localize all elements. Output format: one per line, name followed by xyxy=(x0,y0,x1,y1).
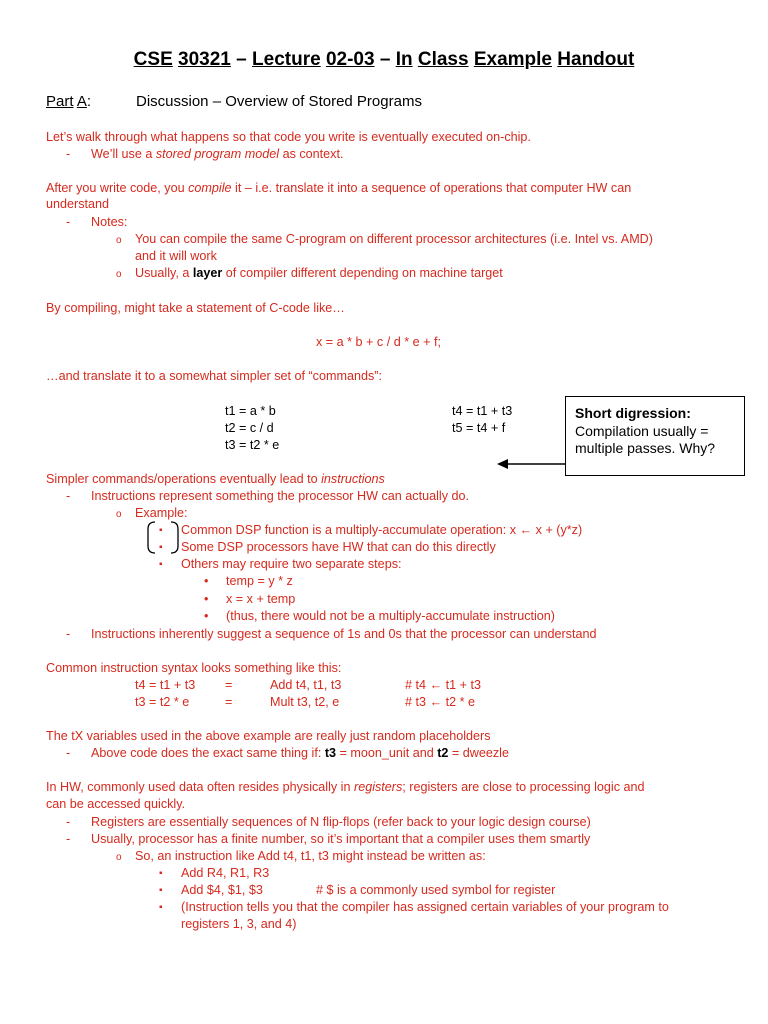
list-item: Example: xyxy=(135,506,188,520)
list-item: Registers are essentially sequences of N flip-flops (refer back to your logic design course) xyxy=(91,815,591,829)
list-item: x = x + temp xyxy=(226,592,296,606)
list-item-continued: and it will work xyxy=(135,249,217,263)
paragraph: Let’s walk through what happens so that code you write is eventually executed on-chip. xyxy=(46,130,531,144)
syntax-cell: t4 = t1 + t3 xyxy=(135,678,196,692)
list-item: Notes: xyxy=(91,215,128,229)
list-item: Some DSP processors have HW that can do this directly xyxy=(181,540,496,554)
page-title xyxy=(0,48,768,72)
title-word: CSE xyxy=(133,49,173,70)
square-bullet: ▪ xyxy=(159,902,163,913)
paragraph: …and translate it to a somewhat simpler set of “commands”: xyxy=(46,369,382,383)
command: t3 = t2 * e xyxy=(225,438,280,452)
list-item: Instructions inherently suggest a sequence of 1s and 0s that the processor can understand xyxy=(91,627,597,641)
paragraph: Common instruction syntax looks something like this: xyxy=(46,661,342,675)
list-item-continued: registers 1, 3, and 4) xyxy=(181,917,297,931)
list-item: Others may require two separate steps: xyxy=(181,557,402,571)
title-word: Example xyxy=(473,49,552,70)
dash-bullet: - xyxy=(66,815,71,829)
circle-bullet: o xyxy=(116,852,122,863)
list-item: temp = y * z xyxy=(226,574,293,588)
circle-bullet: o xyxy=(116,509,122,520)
circle-bullet: o xyxy=(116,269,122,280)
paragraph: By compiling, might take a statement of C-code like… xyxy=(46,301,345,315)
dot-bullet: • xyxy=(204,574,209,588)
section-heading xyxy=(46,93,422,111)
title-word: 02-03 xyxy=(325,49,375,70)
syntax-cell: Mult t3, t2, e xyxy=(270,695,340,709)
list-item: Above code does the exact same thing if: t3 = moon_unit and t2 = dweezle xyxy=(91,746,509,760)
title-word: In xyxy=(395,49,413,70)
title-word: Handout xyxy=(557,49,635,70)
title-word: – xyxy=(379,49,391,70)
title-word: 30321 xyxy=(178,49,231,70)
paragraph: In HW, commonly used data often resides physically in registers; registers are close to processing logic and xyxy=(46,780,645,794)
square-bullet: ▪ xyxy=(159,559,163,570)
paragraph-continued: understand xyxy=(46,197,110,211)
bracket-annotation-icon xyxy=(145,519,181,557)
dash-bullet: - xyxy=(66,832,71,846)
syntax-cell: = xyxy=(225,678,233,692)
title-word: – xyxy=(236,49,247,70)
paragraph: After you write code, you compile it – i.e. translate it into a sequence of operations that computer HW can xyxy=(46,181,632,195)
syntax-cell: = xyxy=(225,695,233,709)
list-item: Instructions represent something the processor HW can actually do. xyxy=(91,489,469,503)
section-title: Discussion – Overview of Stored Programs xyxy=(136,93,422,110)
dot-bullet: • xyxy=(204,592,209,606)
list-item-comment: # $ is a commonly used symbol for register xyxy=(316,883,556,897)
syntax-cell: # t4 ← t1 + t3 xyxy=(405,678,481,692)
list-item: (thus, there would not be a multiply-accumulate instruction) xyxy=(226,609,555,623)
list-item: Usually, a layer of compiler different depending on machine target xyxy=(135,266,503,280)
dash-bullet: - xyxy=(66,627,71,641)
dash-bullet: - xyxy=(66,746,71,760)
list-item: So, an instruction like Add t4, t1, t3 might instead be written as: xyxy=(135,849,486,863)
list-item: You can compile the same C-program on different processor architectures (i.e. Intel vs. AMD) xyxy=(135,232,653,246)
digression-heading: Short digression: xyxy=(575,405,691,421)
paragraph-continued: can be accessed quickly. xyxy=(46,797,186,811)
list-item: Common DSP function is a multiply-accumulate operation: x ← x + (y*z) xyxy=(181,523,583,537)
command: t5 = t4 + f xyxy=(452,421,506,435)
title-word: Lecture xyxy=(252,49,321,70)
code-statement: x = a * b + c / d * e + f; xyxy=(316,335,441,349)
command: t2 = c / d xyxy=(225,421,274,435)
part-label: Part xyxy=(46,93,74,110)
list-item: We’ll use a stored program model as context. xyxy=(91,147,344,161)
square-bullet: ▪ xyxy=(159,542,163,553)
list-item: Add $4, $1, $3 xyxy=(181,883,263,897)
dash-bullet: - xyxy=(66,215,71,229)
syntax-cell: Add t4, t1, t3 xyxy=(270,678,342,692)
syntax-cell: # t3 ← t2 * e xyxy=(405,695,476,709)
command: t1 = a * b xyxy=(225,404,276,418)
digression-line: Compilation usually = xyxy=(575,422,709,439)
list-item: Usually, processor has a finite number, so it’s important that a compiler uses them smartly xyxy=(91,832,591,846)
paragraph: The tX variables used in the above example are really just random placeholders xyxy=(46,729,491,743)
title-word: Class xyxy=(417,49,469,70)
square-bullet: ▪ xyxy=(159,868,163,879)
dash-bullet: - xyxy=(66,147,71,161)
syntax-cell: t3 = t2 * e xyxy=(135,695,190,709)
part-colon: : xyxy=(86,93,92,110)
list-item: (Instruction tells you that the compiler has assigned certain variables of your program to xyxy=(181,900,669,914)
digression-line: multiple passes. Why? xyxy=(575,440,716,456)
command: t4 = t1 + t3 xyxy=(452,404,513,418)
circle-bullet: o xyxy=(116,235,122,246)
part-letter: A xyxy=(76,93,87,110)
list-item: Add R4, R1, R3 xyxy=(181,866,270,880)
paragraph: Simpler commands/operations eventually lead to instructions xyxy=(46,472,385,486)
digression-box xyxy=(565,396,745,476)
square-bullet: ▪ xyxy=(159,525,163,536)
dash-bullet: - xyxy=(66,489,71,503)
arrow-left-icon xyxy=(495,456,567,472)
square-bullet: ▪ xyxy=(159,885,163,896)
dot-bullet: • xyxy=(204,609,209,623)
